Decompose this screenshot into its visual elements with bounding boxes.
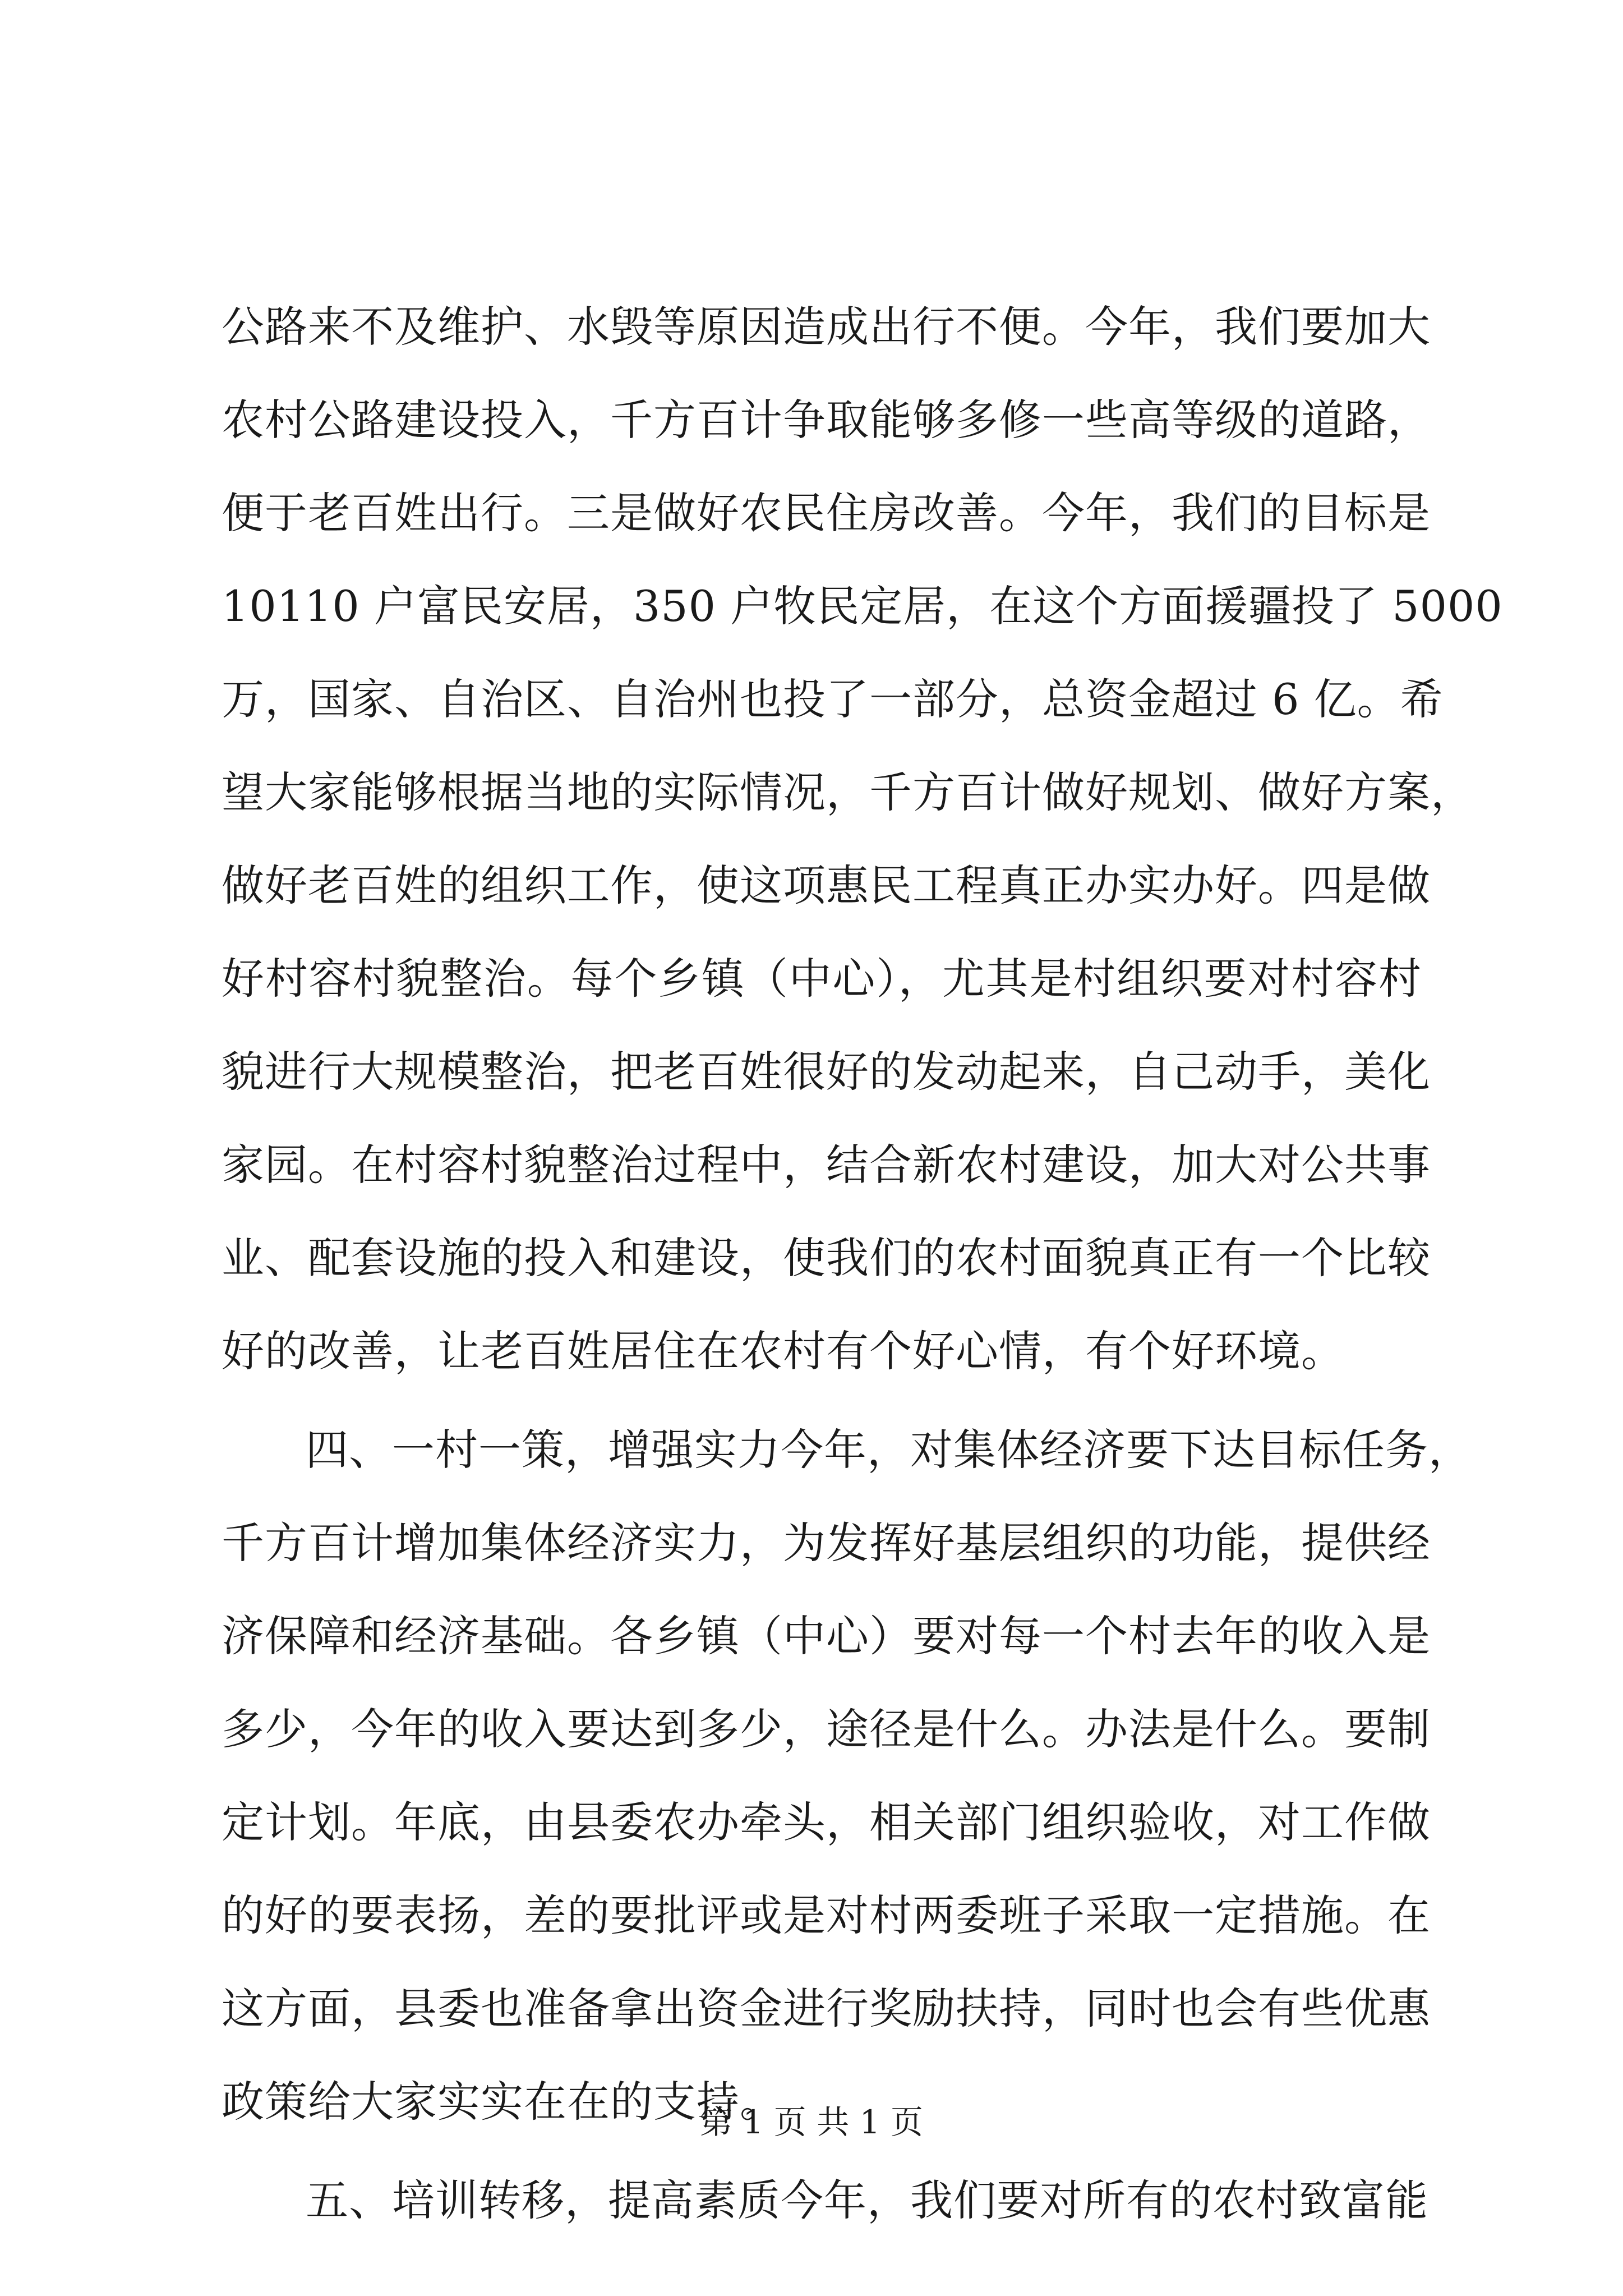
text-line: 五、培训转移，提高素质今年，我们要对所有的农村致富能 [306,2175,1428,2225]
text-line: 好村容村貌整治。每个乡镇（中心），尤其是村组织要对村容村 [222,954,1422,1004]
text-line: 万，国家、自治区、自治州也投了一部分，总资金超过 6 亿。希 [222,674,1444,724]
text-line: 好的改善，让老百姓居住在农村有个好心情，有个好环境。 [222,1326,1344,1376]
page-number-label: 第 1 页 共 1 页 [700,2103,923,2141]
text-line: 便于老百姓出行。三是做好农民住房改善。今年，我们的目标是 [222,488,1431,538]
paragraph-3 [222,2154,1428,2247]
text-line: 这方面，县委也准备拿出资金进行奖励扶持，同时也会有些优惠 [222,1984,1431,2033]
text-line: 做好老百姓的组织工作，使这项惠民工程真正办实办好。四是做 [222,861,1431,910]
text-line: 农村公路建设投入，千方百计争取能够多修一些高等级的道路， [222,395,1431,445]
text-line: 家园。在村容村貌整治过程中，结合新农村建设，加大对公共事 [222,1140,1431,1190]
paragraph-1 [222,280,1503,1398]
text-line: 四、一村一策，增强实力今年，对集体经济要下达目标任务， [306,1425,1472,1475]
text-line: 貌进行大规模整治，把老百姓很好的发动起来，自己动手，美化 [222,1047,1431,1097]
text-line: 的好的要表扬，差的要批评或是对村两委班子采取一定措施。在 [222,1890,1431,1940]
text-line: 政策给大家实实在在的支持。 [222,2077,783,2127]
text-line: 济保障和经济基础。各乡镇（中心）要对每一个村去年的收入是 [222,1611,1431,1661]
text-line: 10110 户富民安居，350 户牧民定居，在这个方面援疆投了 5000 [222,581,1503,631]
text-line: 多少，今年的收入要达到多少，途径是什么。办法是什么。要制 [222,1704,1431,1754]
text-line: 公路来不及维护、水毁等原因造成出行不便。今年，我们要加大 [222,302,1431,352]
text-line: 定计划。年底，由县委农办牵头，相关部门组织验收，对工作做 [222,1797,1431,1847]
text-line: 千方百计增加集体经济实力，为发挥好基层组织的功能，提供经 [222,1518,1431,1568]
document-body [222,280,1503,2247]
text-line: 业、配套设施的投入和建设，使我们的农村面貌真正有一个比较 [222,1233,1431,1283]
paragraph-2 [222,1404,1472,2148]
text-line: 望大家能够根据当地的实际情况，千方百计做好规划、做好方案， [222,767,1474,817]
page-footer [0,2102,1623,2142]
